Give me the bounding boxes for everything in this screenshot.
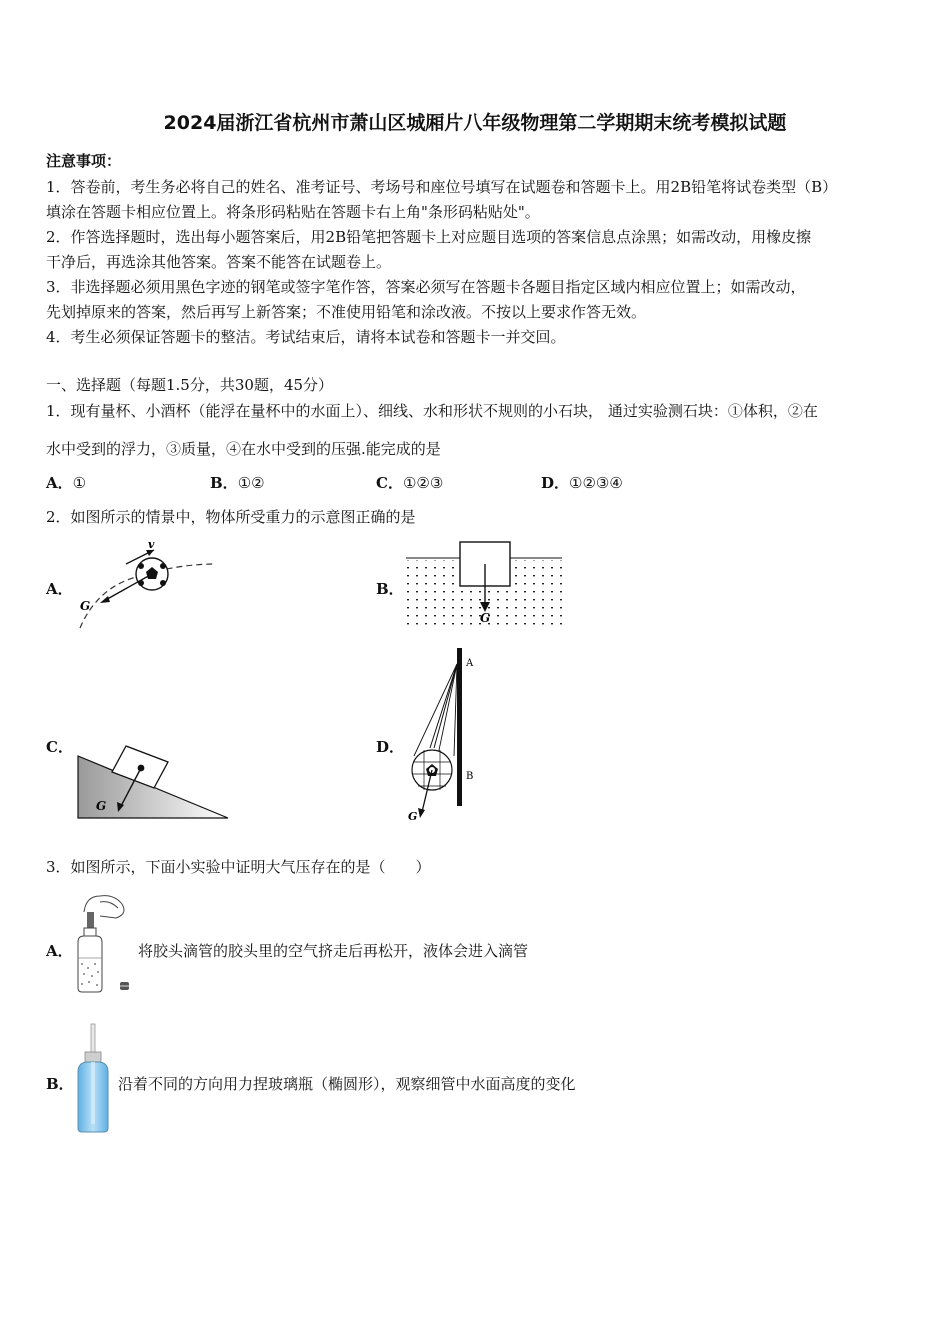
- q3-option-a-text: 将胶头滴管的胶头里的空气挤走后再松开，液体会进入滴管: [138, 942, 529, 960]
- notice-line: 填涂在答题卡相应位置上。将条形码粘贴在答题卡右上角"条形码粘贴处"。: [46, 203, 540, 221]
- q3-option-b-label[interactable]: B．: [46, 1075, 74, 1093]
- point-a-label: A: [466, 658, 474, 669]
- option-text: ①②③: [402, 474, 444, 492]
- gravity-label: G: [96, 799, 107, 813]
- option-text: ①②: [237, 474, 265, 492]
- q2-figure-c: [74, 738, 234, 822]
- section-heading: 一、选择题（每题1.5分，共30题，45分）: [46, 376, 334, 394]
- q2-option-a-label[interactable]: A．: [46, 580, 73, 598]
- option-label: B．: [210, 474, 238, 492]
- gravity-label: G: [80, 599, 91, 613]
- option-text: ①②③④: [569, 474, 623, 492]
- velocity-label: v: [148, 538, 155, 551]
- notice-line: 4．考生必须保证答题卡的整洁。考试结束后，请将本试卷和答题卡一并交回。: [46, 328, 566, 346]
- gravity-label: G: [480, 611, 491, 625]
- notice-heading: 注意事项：: [46, 152, 122, 170]
- option-label: A．: [46, 474, 73, 492]
- q2-figure-b: [404, 540, 564, 632]
- q2-option-c-label[interactable]: C．: [46, 738, 73, 756]
- q3-option-a-label[interactable]: A．: [46, 942, 73, 960]
- q1-option-d[interactable]: [541, 474, 623, 492]
- option-label: D．: [541, 474, 570, 492]
- notice-line: 1．答卷前，考生务必将自己的姓名、准考证号、考场号和座位号填写在试题卷和答题卡上。用2B铅笔将试卷类型（B）: [46, 178, 838, 196]
- notice-line: 先划掉原来的答案，然后再写上新答案；不准使用铅笔和涂改液。不按以上要求作答无效。: [46, 303, 647, 321]
- q2-option-d-label[interactable]: D．: [376, 738, 405, 756]
- q3-option-b-text: 沿着不同的方向用力捏玻璃瓶（椭圆形），观察细管中水面高度的变化: [118, 1075, 576, 1093]
- gravity-label: G: [408, 810, 418, 823]
- q2-figure-a: [68, 536, 223, 632]
- q3-figure-b-bottle: [72, 1022, 116, 1136]
- option-label: C．: [376, 474, 403, 492]
- q2-stem: 2．如图所示的情景中，物体所受重力的示意图正确的是: [46, 508, 416, 526]
- q1-option-c[interactable]: [376, 474, 443, 492]
- q3-figure-a-dropper: [70, 890, 136, 998]
- option-text: ①: [72, 474, 87, 492]
- q3-stem: 3．如图所示，下面小实验中证明大气压存在的是（ ）: [46, 858, 431, 876]
- q1-stem-line2: 水中受到的浮力，③质量，④在水中受到的压强.能完成的是: [46, 440, 441, 458]
- notice-line: 2．作答选择题时，选出每小题答案后，用2B铅笔把答题卡上对应题目选项的答案信息点涂黑；如需改动，用橡皮擦: [46, 228, 812, 246]
- notice-line: 3．非选择题必须用黑色字迹的钢笔或签字笔作答，答案必须写在答题卡各题目指定区域内相应位置上；如需改动，: [46, 278, 806, 296]
- point-b-label: B: [466, 771, 474, 782]
- q1-option-b[interactable]: [210, 474, 265, 492]
- notice-line: 干净后，再选涂其他答案。答案不能答在试题卷上。: [46, 253, 392, 271]
- q1-option-a[interactable]: [46, 474, 86, 492]
- q1-stem-line1: 1．现有量杯、小酒杯（能浮在量杯中的水面上）、细线、水和形状不规则的小石块， 通过实验测石块：①体积，②在: [46, 402, 818, 420]
- q2-option-b-label[interactable]: B．: [376, 580, 404, 598]
- q2-figure-d: [404, 644, 488, 824]
- page-title: 2024届浙江省杭州市萧山区城厢片八年级物理第二学期期末统考模拟试题: [163, 112, 787, 134]
